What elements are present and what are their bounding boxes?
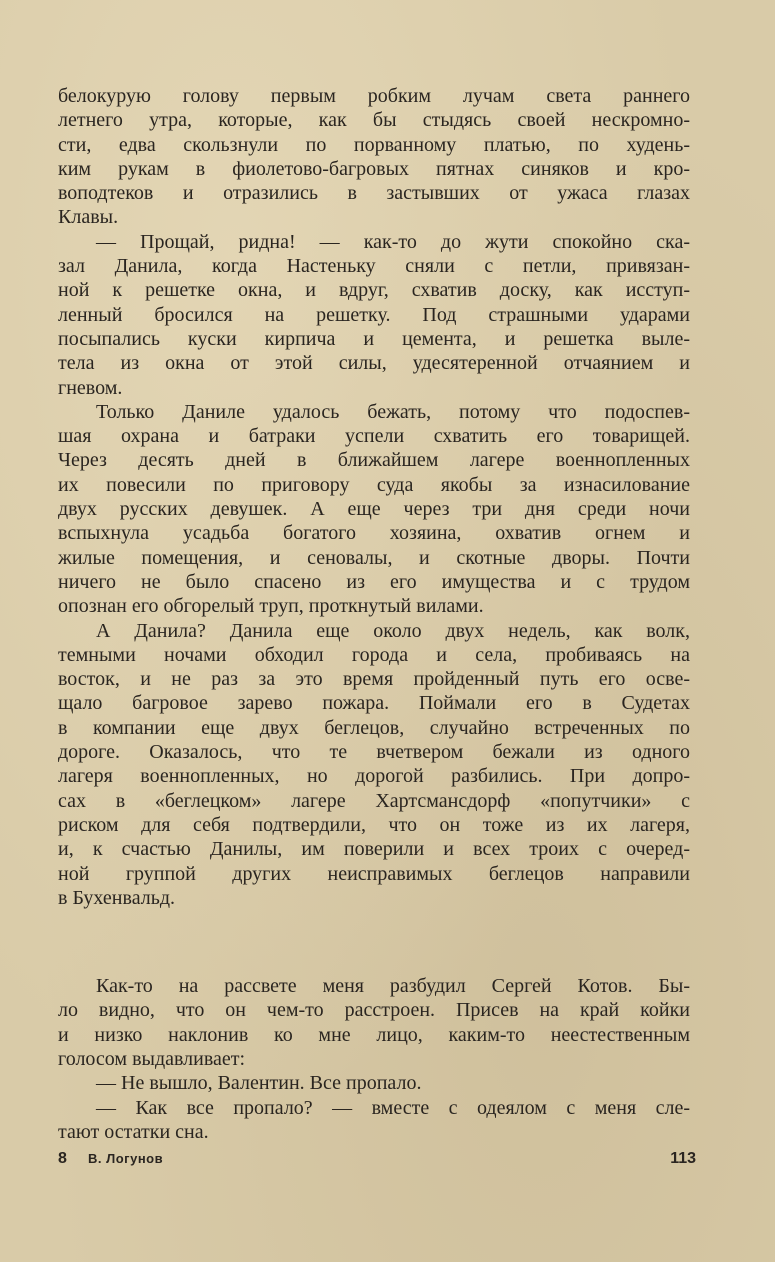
text-line: зал Данила, когда Настеньку сняли с петли, привязан-	[58, 255, 690, 278]
text-line: шая охрана и батраки успели схватить его товарищей.	[58, 425, 690, 448]
text-line: — Как все пропало? — вместе с одеялом с меня сле-	[96, 1096, 690, 1119]
text-line: лагеря военнопленных, но дорогой разбились. При допро-	[58, 765, 690, 788]
text-line: — Не вышло, Валентин. Все пропало.	[96, 1072, 422, 1095]
text-line: тела из окна от этой силы, удесятеренной отчаянием и	[58, 352, 690, 375]
text-line: сти, едва скользнули по порванному платью, по худень-	[58, 133, 690, 156]
text-line: их повесили по приговору суда якобы за изнасилование	[58, 473, 690, 496]
text-line: Через десять дней в ближайшем лагере военнопленных	[58, 449, 690, 472]
text-line: темными ночами обходил города и села, пробиваясь на	[58, 643, 690, 666]
text-paragraph	[58, 230, 690, 400]
text-paragraph	[58, 974, 690, 1071]
text-line: двух русских девушек. А еще через три дня среди ночи	[58, 498, 690, 521]
text-line: жилые помещения, и сеновалы, и скотные дворы. Почти	[58, 546, 690, 569]
text-paragraph	[58, 1096, 690, 1145]
text-line: в Бухенвальд.	[58, 886, 176, 909]
text-line: летнего утра, которые, как бы стыдясь своей нескромно-	[58, 109, 690, 132]
text-line: Как-то на рассвете меня разбудил Сергей Котов. Бы-	[96, 975, 690, 998]
text-line: вспыхнула усадьба богатого хозяина, охватив огнем и	[58, 522, 690, 545]
text-line: и низко наклонив ко мне лицо, каким-то неестественным	[58, 1023, 690, 1046]
text-line: щало багровое зарево пожара. Поймали его в Судетах	[58, 692, 690, 715]
running-author: В. Логунов	[88, 1151, 164, 1166]
signature-mark: 8	[58, 1150, 67, 1167]
text-line: воподтеков и отразились в застывших от ужаса глазах	[58, 182, 690, 205]
text-line: опознан его обгорелый труп, проткнутый вилами.	[58, 595, 484, 618]
text-line: А Данила? Данила еще около двух недель, как волк,	[96, 619, 690, 642]
text-line: тают остатки сна.	[58, 1120, 209, 1143]
text-line: Клавы.	[58, 206, 119, 229]
text-line: белокурую голову первым робким лучам света раннего	[58, 85, 690, 107]
text-line: ной группой других неисправимых беглецов направили	[58, 862, 690, 885]
text-line: гневом.	[58, 376, 123, 399]
text-line: в компании еще двух беглецов, случайно встреченных по	[58, 716, 690, 739]
page-number: 113	[670, 1150, 696, 1167]
text-line: ло видно, что он чем-то расстроен. Присев на край койки	[58, 999, 690, 1022]
text-paragraph	[58, 400, 690, 619]
text-line: сах в «беглецком» лагере Хартсмансдорф «попутчики» с	[58, 789, 690, 812]
text-line: ленный бросился на решетку. Под страшными ударами	[58, 303, 690, 326]
text-line: — Прощай, ридна! — как-то до жути спокойно ска-	[96, 230, 690, 253]
text-paragraph	[58, 1071, 690, 1095]
text-line: ной к решетке окна, и вдруг, схватив доску, как исступ-	[58, 279, 690, 302]
text-paragraph	[58, 619, 690, 911]
text-line: Только Даниле удалось бежать, потому что подоспев-	[96, 400, 690, 423]
text-line: ничего не было спасено из его имущества и с трудом	[58, 570, 690, 593]
text-line: посыпались куски кирпича и цемента, и решетка выле-	[58, 327, 690, 350]
text-line: дороге. Оказалось, что те вчетвером бежали из одного	[58, 741, 690, 764]
section-break	[58, 910, 690, 974]
text-line: риском для себя подтвердили, что он тоже из их лагеря,	[58, 813, 690, 836]
page-body	[58, 84, 690, 1144]
text-line: восток, и не раз за это время пройденный путь его осве-	[58, 668, 690, 691]
text-line: ким рукам в фиолетово-багровых пятнах синяков и кро-	[58, 157, 690, 180]
text-line: и, к счастью Данилы, им поверили и всех троих с очеред-	[58, 838, 690, 861]
text-paragraph	[58, 84, 690, 230]
text-line: голосом выдавливает:	[58, 1047, 246, 1070]
